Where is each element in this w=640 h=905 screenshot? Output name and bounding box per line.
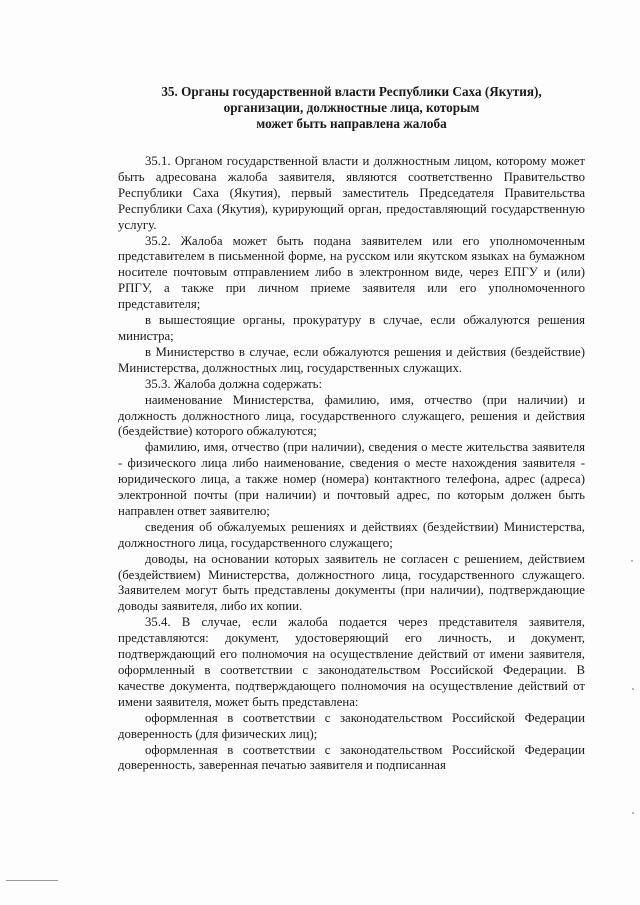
section-heading	[118, 84, 585, 132]
paragraph-power-of-attorney-individuals: оформленная в соответствии с законодательством Российской Федерации доверенность (для физических лиц);	[118, 710, 585, 741]
document-body	[118, 84, 585, 774]
heading-line-2: организации, должностные лица, которым	[223, 100, 480, 115]
paragraph-power-of-attorney-sealed: оформленная в соответствии с законодательством Российской Федерации доверенность, заверенная печатью заявителя и подписанная	[118, 742, 585, 773]
scan-artifact-line	[6, 880, 58, 881]
scan-artifact-dot	[631, 560, 633, 562]
paragraph-35-1: 35.1. Органом государственной власти и должностным лицом, которому может быть адресована жалоба заявителя, являются соответственно Правительство Республики Саха (Якутия), первый заместитель Председателя Правительства Республики Саха (Якутия), курирующий орган, предоставляющий государственную услугу.	[118, 154, 585, 232]
paragraph-higher-bodies: в вышестоящие органы, прокуратуру в случае, если обжалуются решения министра;	[118, 313, 585, 343]
paragraph-35-4: 35.4. В случае, если жалоба подается через представителя заявителя, представляются: документ, удостоверяющий его личность, и документ, подтверждающий его полномочия на осуществление действий от имени заявителя, оформленный в соответствии с законодательством Российской Федерации. В качестве документа, подтверждающего полномочия на осуществление действий от имени заявителя, может быть представлена:	[118, 615, 585, 709]
paragraph-ministry: в Министерство в случае, если обжалуются решения и действия (бездействие) Министерства, должностных лиц, государственных служащих.	[118, 344, 585, 375]
paragraph-35-2: 35.2. Жалоба может быть подана заявителем или его уполномоченным представителем в письменной форме, на русском или якутском языках на бумажном носителе почтовым отправлением либо в электронном виде, через ЕПГУ и (или) РПГУ, а также при личном приеме заявителя или его уполномоченного представителя;	[118, 233, 585, 312]
heading-line-3: может быть направлена жалоба	[256, 116, 447, 131]
paragraph-ministry-name: наименование Министерства, фамилию, имя, отчество (при наличии) и должность должностного лица, государственного служащего, решения и действия (бездействие) которого обжалуются;	[118, 392, 585, 439]
heading-line-1: 35. Органы государственной власти Республики Саха (Якутия),	[161, 84, 542, 99]
scan-artifact-dot	[632, 812, 634, 814]
paragraph-arguments: доводы, на основании которых заявитель не согласен с решением, действием (бездействием) Министерства, должностного лица, государственного служащего. Заявителем могут быть представлены документы (при наличии), подтверждающие доводы заявителя, либо их копии.	[118, 551, 585, 614]
paragraph-appealed-decisions: сведения об обжалуемых решениях и действиях (бездействии) Министерства, должностного лица, государственного служащего;	[118, 519, 585, 550]
scan-artifact-dot	[632, 688, 634, 690]
paragraph-35-3: 35.3. Жалоба должна содержать:	[145, 376, 323, 391]
paragraph-applicant-details: фамилию, имя, отчество (при наличии), сведения о месте жительства заявителя - физического лица либо наименование, сведения о месте нахождения заявителя - юридического лица, а также номер (номера) контактного телефона, адрес (адреса) электронной почты (при наличии) и почтовый адрес, по которым должен быть направлен ответ заявителю;	[118, 440, 585, 518]
